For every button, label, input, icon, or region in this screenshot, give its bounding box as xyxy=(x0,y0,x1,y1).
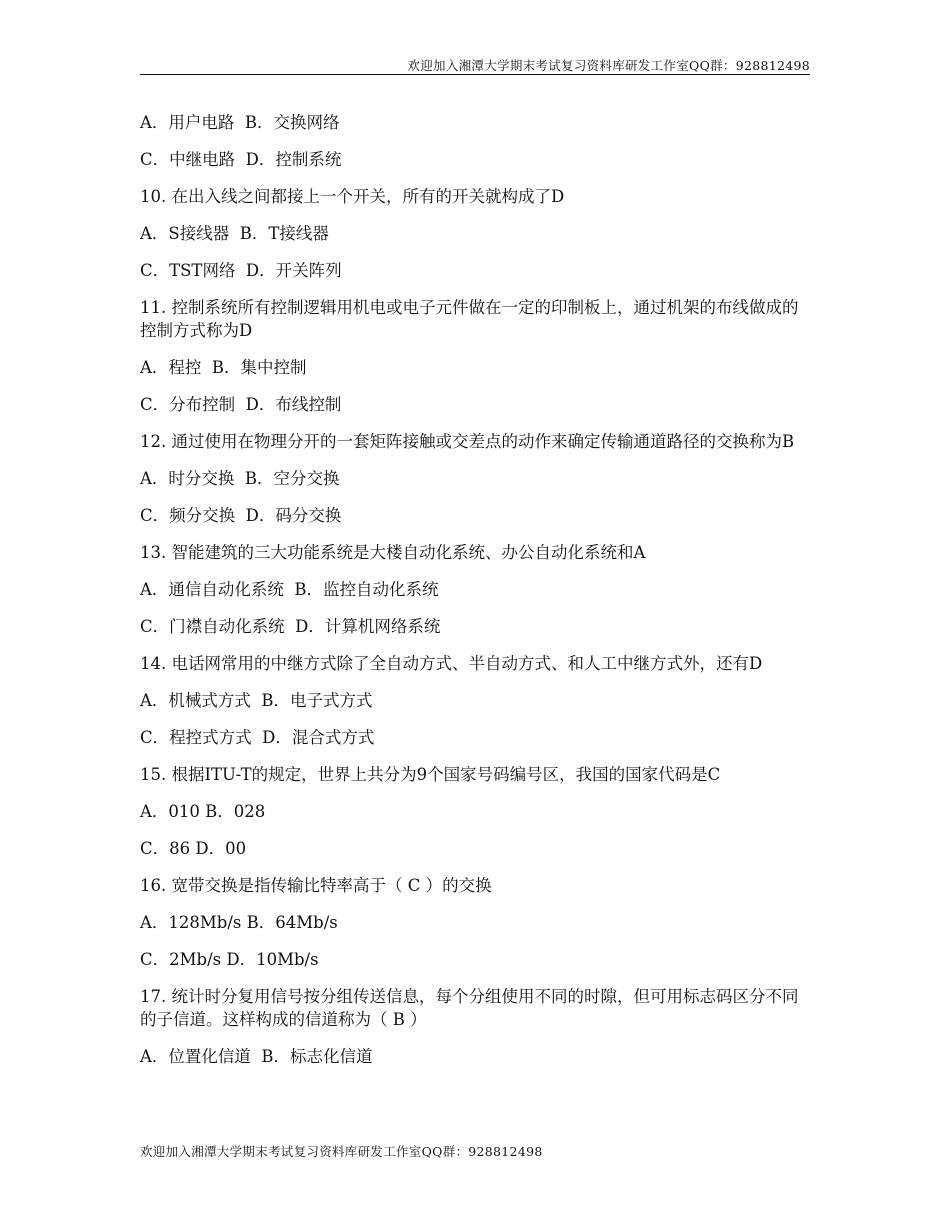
question-15: 15. 根据ITU-T的规定，世界上共分为9个国家号码编号区，我国的国家代码是C xyxy=(140,765,721,784)
question-17: 17. 统计时分复用信号按分组传送信息，每个分组使用不同的时隙，但可用标志码区分不同的子信道。这样构成的信道称为（ B ） xyxy=(140,987,799,1029)
document-body xyxy=(140,111,812,1082)
option-line: C．程控式方式 D．混合式方式 xyxy=(140,728,375,747)
option-line: C．门襟自动化系统 D．计算机网络系统 xyxy=(140,617,441,636)
question-14: 14. 电话网常用的中继方式除了全自动方式、半自动方式、和人工中继方式外，还有D xyxy=(140,654,763,673)
option-line: C．86 D．00 xyxy=(140,839,247,858)
option-line: A．位置化信道 B．标志化信道 xyxy=(140,1047,373,1066)
option-line: C．分布控制 D．布线控制 xyxy=(140,395,342,414)
option-line: C．中继电路 D．控制系统 xyxy=(140,150,342,169)
option-line: A．程控 B．集中控制 xyxy=(140,358,307,377)
option-line: C．TST网络 D．开关阵列 xyxy=(140,261,342,280)
option-line: C．频分交换 D．码分交换 xyxy=(140,506,342,525)
page-footer: 欢迎加入湘潭大学期末考试复习资料库研发工作室QQ群：928812498 xyxy=(140,1144,543,1159)
question-10: 10. 在出入线之间都接上一个开关，所有的开关就构成了D xyxy=(140,187,565,206)
option-line: A．机械式方式 B．电子式方式 xyxy=(140,691,373,710)
option-line: A．S接线器 B．T接线器 xyxy=(140,224,329,243)
question-12: 12. 通过使用在物理分开的一套矩阵接触或交差点的动作来确定传输通道路径的交换称为B xyxy=(140,432,795,451)
question-11: 11. 控制系统所有控制逻辑用机电或电子元件做在一定的印制板上，通过机架的布线做成的控制方式称为D xyxy=(140,298,799,340)
question-13: 13. 智能建筑的三大功能系统是大楼自动化系统、办公自动化系统和A xyxy=(140,543,646,562)
page-header: 欢迎加入湘潭大学期末考试复习资料库研发工作室QQ群：928812498 xyxy=(407,58,810,73)
option-line: A．128Mb/s B．64Mb/s xyxy=(140,913,338,932)
option-line: A．时分交换 B．空分交换 xyxy=(140,469,340,488)
header-divider xyxy=(140,74,810,75)
option-line: A．用户电路 B．交换网络 xyxy=(140,113,340,132)
option-line: C．2Mb/s D．10Mb/s xyxy=(140,950,319,969)
option-line: A．通信自动化系统 B．监控自动化系统 xyxy=(140,580,439,599)
option-line: A．010 B．028 xyxy=(140,802,266,821)
question-16: 16. 宽带交换是指传输比特率高于（ C ）的交换 xyxy=(140,876,492,895)
